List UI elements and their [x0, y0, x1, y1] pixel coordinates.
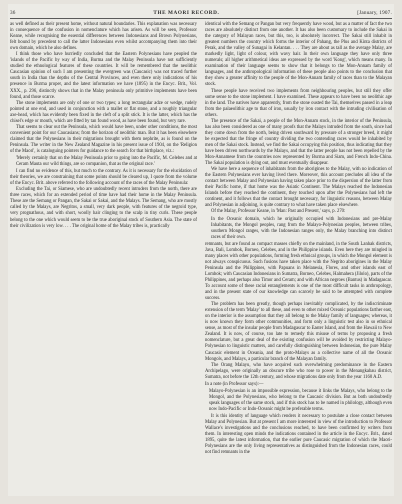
page-header [8, 4, 394, 16]
paragraph: That seems to clear out the Peninsula, which would have been, under other conditions, the most convenient point for our Caucasians; from the horizon of neolithic man. But it has been elsewhere claimed that the Polynesians in their migrations brought with them nephrite, as is found on the Peninsula. The writer in the New Zealand Magazine in his present issue of 1904, on the 'Religion of the Maori', is cataloguing pointers for guidance to the search for that birthplace, viz.: [10, 124, 197, 154]
paragraph: as well defined as their present home, without natural boundaries. This explanation was necessary in consequence of the confusion in nomenclature which has arisen. As will be seen, Professor Keane, while recognising the essential differences between Indonesians and Brown Polynesians, felt bound by precedent to call the latter Indonesians even whilst accompanying them into their own domain, which he also defines. [10, 22, 197, 52]
left-column [10, 22, 197, 456]
paragraph: remnants, but are found as compact masses chiefly on the mainland, in the South Lanhak districts, Java, Bali, Lombok, Borneo, Celebes, and in the Philippine islands. Even here they are mingled in many places with other populations, forming fresh ethnical groups, in which the Mongol element is not always conspicuous. Such fusions have taken place with the Negrito aborigines in the Malay Peninsula and the Philippines, with Papuans in Melanesia, Flores, and other islands east of Lombok; with Caucasian Indonesians in Sumatra, Borneo, Celebes, Halmahera (Jilolo), parts of the Philippines, and perhaps also Timor and Ceram; and with African negroes (Bantus) in Madagascar. To account some of these racial entanglements is one of the most difficult tasks in anthropology, and in the present state of our knowledge can scarcely be said to be attempted with complete success. [205, 241, 392, 302]
issue-date: [January, 1907. [357, 10, 392, 16]
page-number: 36 [10, 10, 16, 16]
right-column [205, 22, 392, 456]
paragraph: The problem has been greatly, though perhaps inevitably complicated, by the indiscriminate extension of the term 'Malay' to all these, and even to other mixed Oceanic populations farther east, on the interior is the assumption that they all belong to the Malay family of languages; whereas, it is now known they form other communities, and form only a linguistic test also in so ethnical sense, as most of the insular people from Madagascar to Easter Island, and from the Hawaii to New Zealand. It is now, of course, too late to remedy this misuse of terms by proposing a fresh nomenclature, but a great deal of the existing confusion will be avoided by restricting Malayo-Polynesian to linguistic matters, and carefully distinguishing between Indonesian, the pure Malay Caucasic element in Oceania, and the proto-Malays as a collective name of all the Oceanic Mongols, and Malays, a particular branch of the Malayan family. [205, 302, 392, 362]
paragraph: The stone implements are only of one or two types; a long rectangular adze or wedge, rudely pointed at one end, and used in conjunction with a mallet or flat stone, and a roughly triangular axe-head, which has evidently been fixed in the cleft of a split stick. It is the latter, which has the chisel's edge or mouth, which are fitted by tan found wood, as have been found, but very rare. [10, 100, 197, 124]
paragraph: We have here a sequence of inhabitants from the aborigines to the Malay, with no indication of the Eastern Polynesians ever having lived there. Moreover, this account precludes all idea of the contact between Malay and Polynesian having taken place prior to the dispersion of the latter from their Pacific home, if that home was the Asiatic Continent. The Malays reached the Indonesian Islands before they reached the continent, they touched upon after the Polynesians had left the continent, and it follows that the contact brought necessary, for linguistic reasons, between Malay and Polynesian in adjoining, is quite contrary to what have taken place elsewhere. [205, 167, 392, 209]
quotation: In the Oceanic domain, which he originally occupied with Indonesians and pre-Malay Inhabitants, the Mongol peoples, rang from the Malayo-Polynesian peoples, between tribes, southern Mongol ranges, with the Indonesian ranges only, the Malay branching into distinct races of their own. [211, 216, 392, 240]
note-intro: In a note (in Professor says):— [205, 381, 264, 387]
paragraph: I can find no evidence of this, but much to the contrary. As it is necessary for the elucidation of their theories, we are constraining that some points should be cleared up, I quote from the volume of the Encyc. Brit. above referred to the following account of the races of the Malay Peninsula: [10, 169, 197, 187]
paragraph: identical with the Semang or Pangan but very frequently have wood, but as a matter of fact the two races are absolutely distinct from one another. It has also been customary to include the Sakai in the category of Malayan races, but this, too, is absolutely incorrect. The Sakai still inhabit in greatest numbers the country which forms the interior of Pahang, the Plus and Kinta districts of Perak, and the valley of Sunagai in Kelantan. . . . They are about as tall as the average Malay, are markedly light, light of colour, with wavy hair. In their own language they have only three numerals; all higher arithmetical ideas are expressed by the word 'Kong', which means many. In examination of their language seems to show that it belongs to the Mon-Annam family of languages, and the anthropological information of these people also points to the conclusion that they show a greater affinity to the people of the Mon-Annam family of races than to the Malayan stock. [205, 22, 392, 88]
paragraph: These people have received two implements from neighbouring peoples, but still they offer some sense to the stone implement. I have examined. These appears to have been no neolithic age in the land. The natives have apparently, from the stone ousted the Tai, themselves passed in a leap from the palaeolithic age to that of iron, usually by iron contact with the intruding civilisation of others. [205, 88, 392, 118]
paragraph: Of the Malay, Professor Keane, in 'Man: Past and Present,' says, p. 270: [211, 209, 346, 215]
paragraph: I think those who have hurriedly concluded that the Eastern Polynesians have peopled the 'islands of the Pacific by way of India, Burma and the Malay Peninsula have not sufficiently studied the ethnological features of these countries. It will be remembered that the neolithic Caucasian opinion of such I am presenting the evergreen was (Caucasic) was not traced further south in India than the depths of the Central Provinces, and even there only indications of his presence in Burma proper, and the latest information we have (1895) in the Encyc. Brit., Vol. XXX., p. 296, distinctly shows that in the Malay peninsula only primitive implements have been found, and those scarce. [10, 52, 197, 100]
paragraph: The presence of the Sakai, a people of the Mon-Annam stock, in the interior of the Peninsula, has also been considered as one of many proofs that the Malays intruded from the south, since had they come down from the north, being driven southward by pressure of a stronger breed, it might be expected that the fringe of country dividing the two contending races would be inhabited by men of the Sakai stock. Instead, we find the Sakai occupying this position, thus indicating that they have been driven northwards by the Malays, and that the latter people has not been repelled by the Mon-Annamese from the countries now represented by Burma and Siam, and French Indo-China. The Sakai population is dying out, and must eventually disappear. [205, 118, 392, 167]
quotation: 'Merely certainly that on the Malay Peninsula prior to going into the Pacific, M. Celebes and at Ceram Mauta our wild things, are so companion, that as the original race.' [16, 156, 197, 168]
closing-paragraph: It is this identity of language which renders it necessary to postulate a close contact between Malay and Polynesian. But at present I am more interested in view of the introduction to Professor Wallace's investigations and the conclusions reached, to have been confirmed by writers from them. In interesting open minds the indications contained in the article in the Encyc. Brit., dated 1895, quite the latest information, that the earlier pure Caucasic migration of which the Maori-Polynesians are the only living representatives as distinguished from the Indonesian races, could not find remnants in the [205, 414, 392, 456]
paragraph: The Orang Malayu, who have acquired such overwhelming predominance in the Eastern Archipelago, were originally an obscure tribe who rose to power in the Menangkabau district, Sumatra, not before the 12th century, and whose migrations date only from the year 1160 A.D. [205, 362, 392, 380]
document-page [8, 4, 394, 496]
note-text: Malayo-Polynesian is an impossible expression, because it links the Malays, who belong to the Mongol, and the Polynesians, who belong to the Caucasic division. But as both undoubtedly speak languages of the same stock, and if this stock has to be named in philology, although even now Indo-Pacific or Indo-Oceanic might be preferable terms. [209, 388, 392, 412]
paragraph: Excluding the Tai, or Siamese, who are undoubtedly recent intruders from the north, there are three races, which for an extended period of time have had their home in the Malay Peninsula. These are the Semang or Pangan, the Sakai or Sakai, and the Malays. The Semang, who are mostly called by the Malays, are Negritos, a small, very dark people, with features of the negroid type, very prognathous, and with short, woolly hair clinging to the scalp in tiny curls. These people belong to the one which would seem to be the true aboriginal stock of Southern Asia. The state of their civilization is very low. . . . The original home of the Malay tribes is, practically [10, 187, 197, 229]
text-columns [8, 19, 394, 456]
journal-title: THE MAORI RECORD. [153, 10, 220, 16]
